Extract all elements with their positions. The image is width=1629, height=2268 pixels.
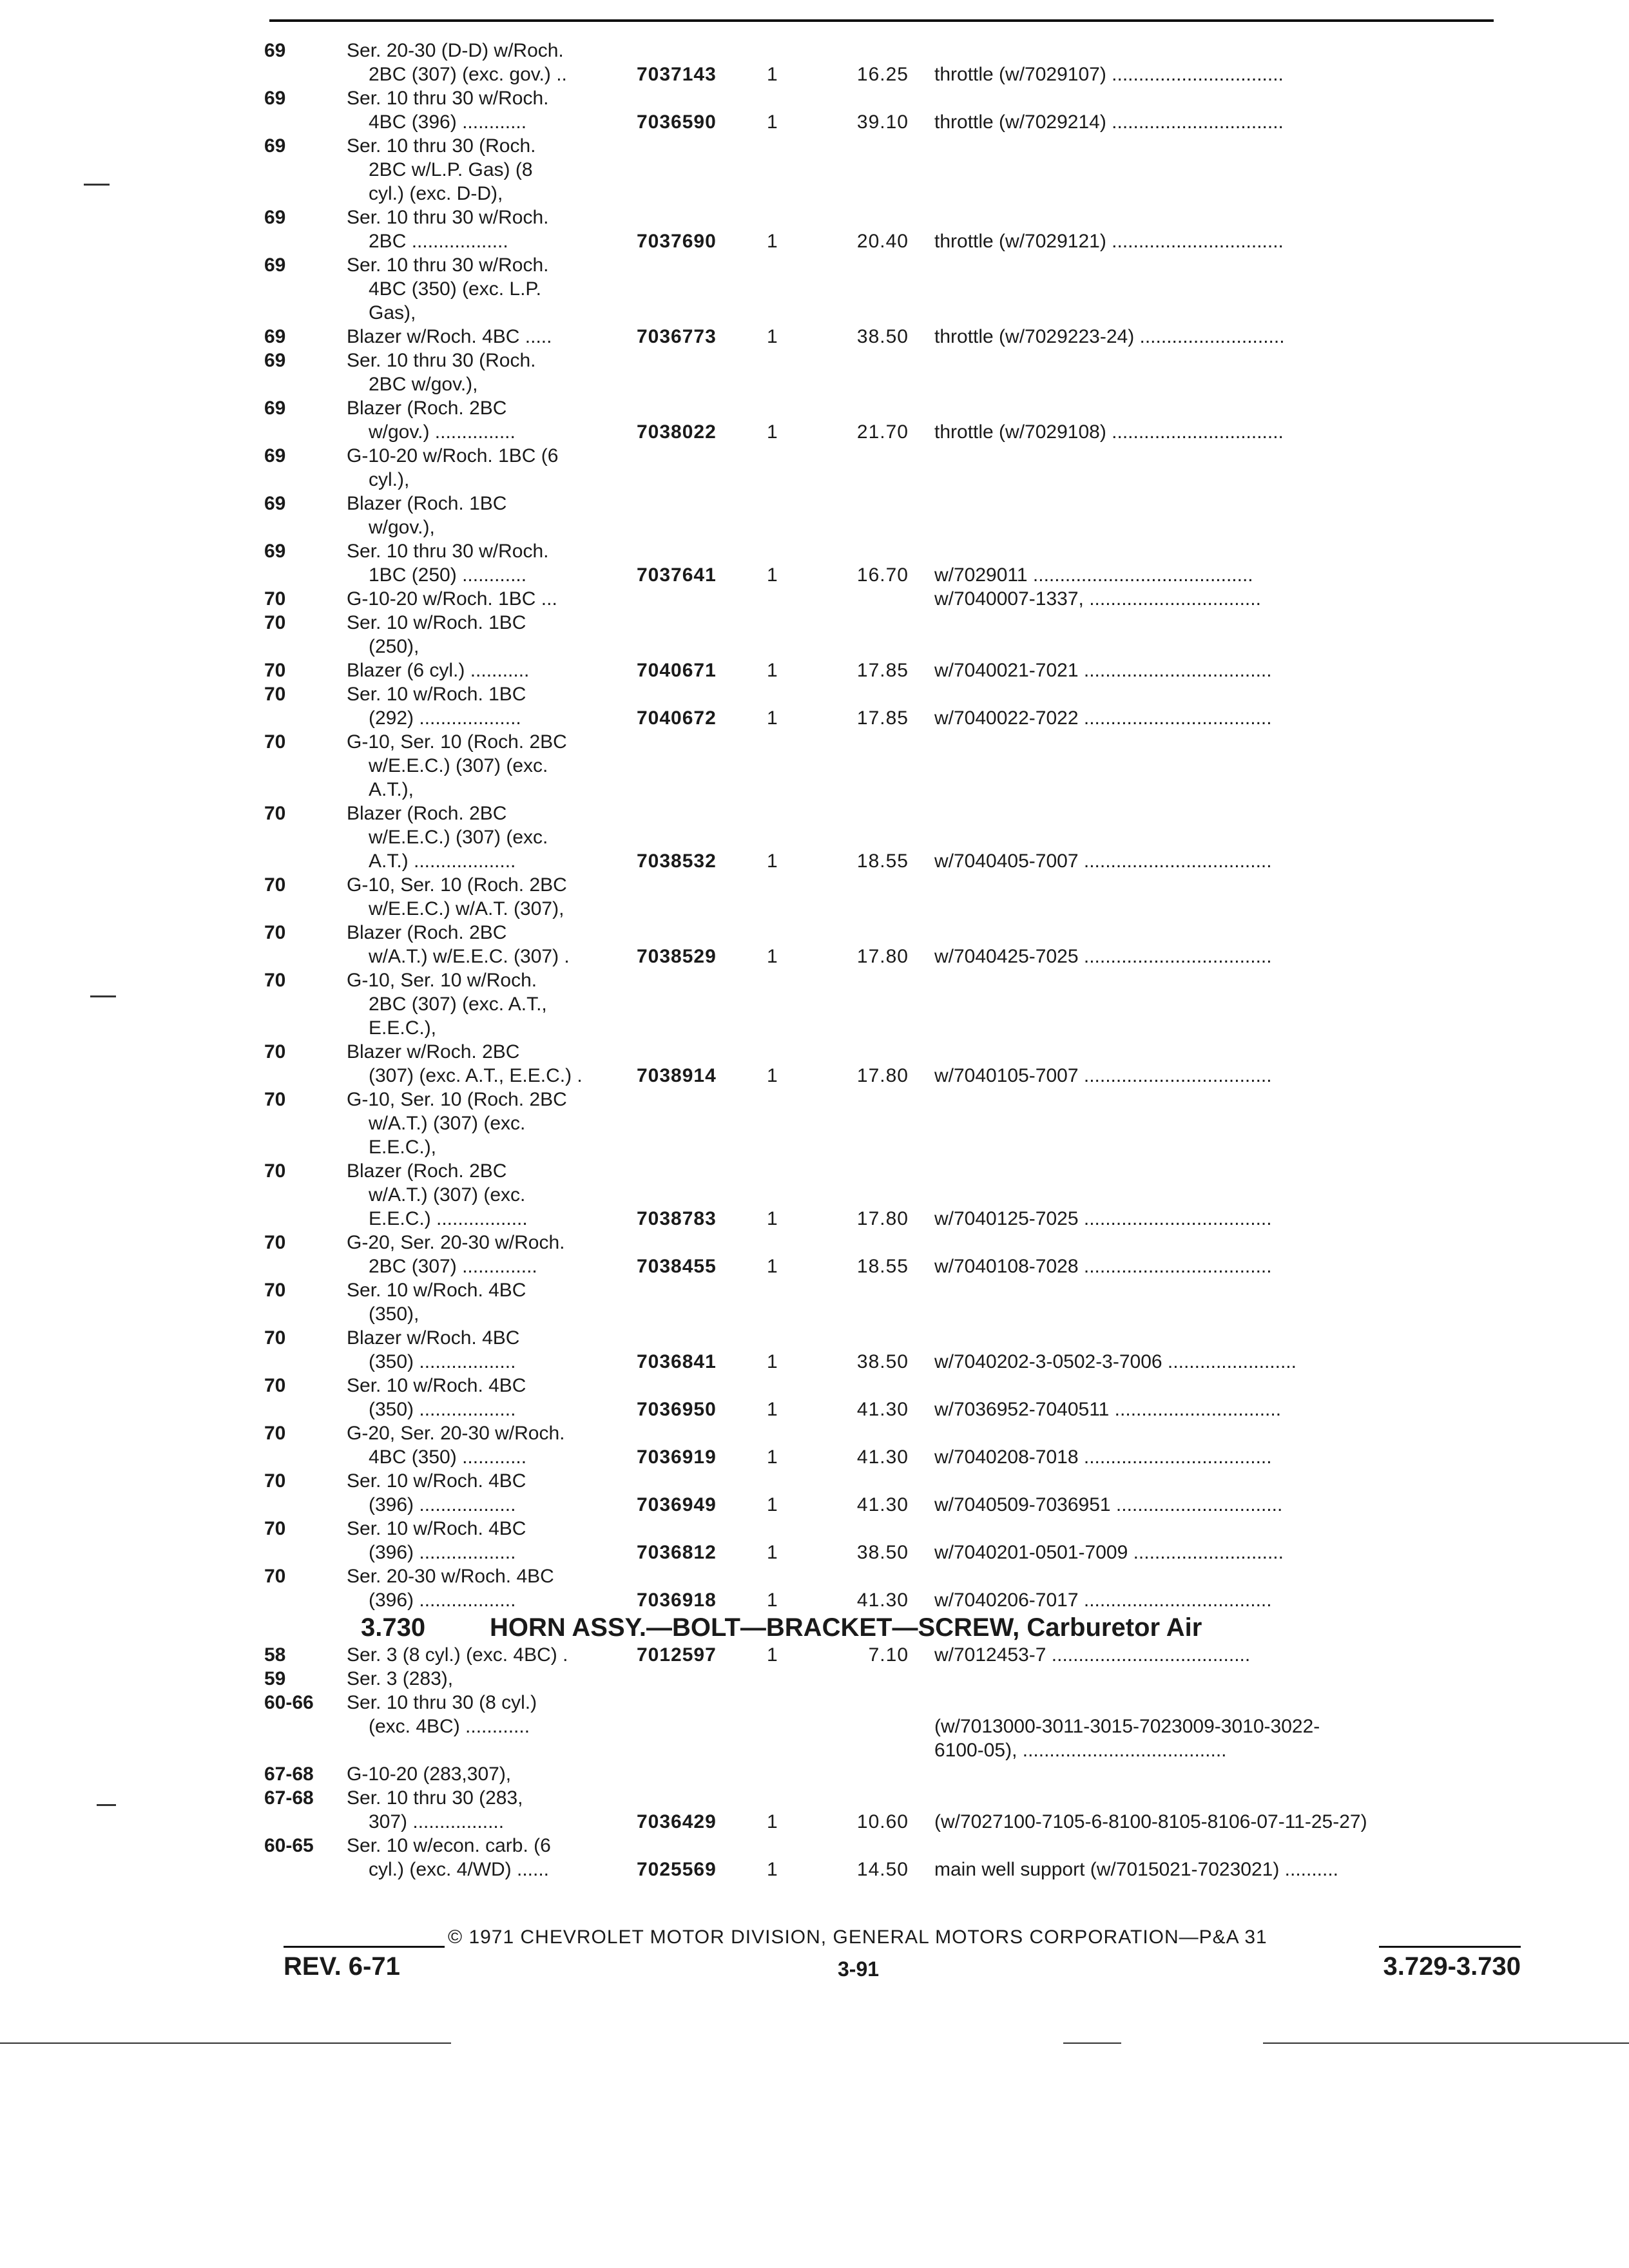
- part-number: 7037690: [637, 231, 717, 252]
- application-description: Ser. 10 thru 30 (283,: [347, 1787, 523, 1809]
- application-description: Ser. 10 w/Roch. 1BC: [347, 684, 526, 705]
- table-row: [264, 492, 1521, 515]
- application-description: (350),: [369, 1303, 419, 1325]
- part-number: 7036841: [637, 1351, 717, 1372]
- reference-note: throttle (w/7029214) ................................: [934, 111, 1284, 133]
- application-description: (250),: [369, 636, 419, 657]
- table-row: [264, 611, 1521, 635]
- application-description: Ser. 20-30 (D-D) w/Roch.: [347, 40, 564, 61]
- application-description: 307) .................: [369, 1811, 505, 1832]
- reference-note: w/7040021-7021 ...................................: [934, 660, 1272, 681]
- scan-edge-line: [0, 2042, 451, 2044]
- table-row: [264, 1738, 1521, 1762]
- model-year: 69: [264, 255, 286, 276]
- model-year: 69: [264, 350, 286, 371]
- application-description: Ser. 10 thru 30 (Roch.: [347, 350, 536, 371]
- model-year: 70: [264, 803, 286, 824]
- table-row: [264, 1398, 1521, 1421]
- application-description: Blazer (Roch. 2BC: [347, 803, 507, 824]
- application-description: Gas),: [369, 302, 416, 323]
- application-description: Blazer w/Roch. 4BC .....: [347, 326, 552, 347]
- model-year: 58: [264, 1644, 286, 1666]
- table-row: [264, 253, 1521, 277]
- application-description: 2BC (307) (exc. gov.) ..: [369, 64, 567, 85]
- reference-note: throttle (w/7029121) ................................: [934, 231, 1284, 252]
- footer-rule-left: [284, 1946, 445, 1948]
- model-year: 67-68: [264, 1787, 314, 1809]
- application-description: E.E.C.),: [369, 1137, 437, 1158]
- margin-tick: [90, 995, 116, 997]
- application-description: G-10-20 w/Roch. 1BC ...: [347, 588, 557, 610]
- table-row: [264, 1374, 1521, 1398]
- application-description: Ser. 20-30 w/Roch. 4BC: [347, 1566, 554, 1587]
- model-year: 69: [264, 40, 286, 61]
- part-number: 7036590: [637, 111, 717, 133]
- reference-note: w/7040208-7018 ...................................: [934, 1446, 1272, 1468]
- table-row: [264, 1762, 1521, 1786]
- reference-note: w/7040022-7022 ...................................: [934, 707, 1272, 729]
- table-row: [264, 658, 1521, 682]
- reference-note: w/7040125-7025 ...................................: [934, 1208, 1272, 1229]
- table-row: [264, 1541, 1521, 1564]
- application-description: Blazer w/Roch. 4BC: [347, 1327, 520, 1349]
- application-description: Blazer w/Roch. 2BC: [347, 1041, 520, 1062]
- table-row: [264, 1786, 1521, 1810]
- application-description: 2BC w/L.P. Gas) (8: [369, 159, 533, 180]
- model-year: 60-65: [264, 1835, 314, 1856]
- list-price: 21.70: [856, 421, 909, 443]
- model-year: 70: [264, 1232, 286, 1253]
- application-description: 4BC (396) ............: [369, 111, 527, 133]
- reference-note: w/7029011 .........................................: [934, 564, 1253, 586]
- application-description: Ser. 3 (283),: [347, 1668, 454, 1689]
- table-row: [264, 1858, 1521, 1881]
- model-year: 67-68: [264, 1763, 314, 1785]
- section-title: HORN ASSY.—BOLT—BRACKET—SCREW, Carburetor Air: [490, 1613, 1202, 1642]
- table-row: [264, 468, 1521, 492]
- reference-note: w/7040007-1337, ................................: [934, 588, 1261, 610]
- quantity: 1: [767, 421, 778, 443]
- table-row: [264, 349, 1521, 372]
- table-row: [264, 1278, 1521, 1302]
- table-row: [264, 158, 1521, 182]
- application-description: Ser. 10 thru 30 w/Roch.: [347, 541, 549, 562]
- model-year: 70: [264, 731, 286, 753]
- application-description: 2BC (307) (exc. A.T.,: [369, 994, 547, 1015]
- list-price: 17.80: [856, 1208, 909, 1229]
- table-row: [264, 1183, 1521, 1207]
- model-year: 60-66: [264, 1692, 314, 1713]
- table-row: [264, 1231, 1521, 1254]
- application-description: w/gov.),: [369, 517, 435, 538]
- quantity: 1: [767, 1859, 778, 1880]
- reference-note: w/7012453-7 .....................................: [934, 1644, 1251, 1666]
- reference-note: w/7036952-7040511 ...............................: [934, 1399, 1282, 1420]
- application-description: 2BC ..................: [369, 231, 508, 252]
- list-price: 41.30: [856, 1590, 909, 1611]
- copyright-line: © 1971 CHEVROLET MOTOR DIVISION, GENERAL MOTORS CORPORATION—P&A 31: [448, 1927, 1268, 1948]
- application-description: Blazer (6 cyl.) ...........: [347, 660, 530, 681]
- part-number: 7036949: [637, 1494, 717, 1515]
- model-year: 70: [264, 588, 286, 610]
- list-price: 38.50: [856, 1351, 909, 1372]
- application-description: G-10, Ser. 10 (Roch. 2BC: [347, 1089, 567, 1110]
- model-year: 59: [264, 1668, 286, 1689]
- table-row: [264, 1667, 1521, 1691]
- application-description: Blazer (Roch. 2BC: [347, 1160, 507, 1182]
- reference-note: (w/7013000-3011-3015-7023009-3010-3022-: [934, 1716, 1320, 1737]
- application-description: Ser. 10 thru 30 w/Roch.: [347, 255, 549, 276]
- application-description: Ser. 10 w/Roch. 4BC: [347, 1518, 526, 1539]
- table-row: [264, 1254, 1521, 1278]
- application-description: w/E.E.C.) (307) (exc.: [369, 755, 548, 776]
- quantity: 1: [767, 660, 778, 681]
- table-row: [264, 825, 1521, 849]
- part-number: 7037143: [637, 64, 717, 85]
- list-price: 41.30: [856, 1399, 909, 1420]
- model-year: 70: [264, 1280, 286, 1301]
- table-row: [264, 420, 1521, 444]
- quantity: 1: [767, 1208, 778, 1229]
- application-description: Blazer (Roch. 2BC: [347, 922, 507, 943]
- application-description: Ser. 10 w/Roch. 1BC: [347, 612, 526, 633]
- list-price: 10.60: [856, 1811, 909, 1832]
- table-row: [264, 62, 1521, 86]
- table-row: [264, 873, 1521, 897]
- application-description: 4BC (350) ............: [369, 1446, 527, 1468]
- reference-note: w/7040105-7007 ...................................: [934, 1065, 1272, 1086]
- list-price: 7.10: [868, 1644, 909, 1666]
- table-row: [264, 110, 1521, 134]
- part-number: 7040671: [637, 660, 717, 681]
- reference-note: w/7040425-7025 ...................................: [934, 946, 1272, 967]
- application-description: cyl.) (exc. D-D),: [369, 183, 503, 204]
- table-row: [264, 444, 1521, 468]
- list-price: 17.80: [856, 1065, 909, 1086]
- part-number: 7012597: [637, 1644, 717, 1666]
- application-description: 2BC w/gov.),: [369, 374, 478, 395]
- scan-edge-line: [1263, 2042, 1629, 2044]
- table-row: [264, 396, 1521, 420]
- part-number: 7036773: [637, 326, 717, 347]
- model-year: 69: [264, 445, 286, 466]
- application-description: (350) ..................: [369, 1351, 516, 1372]
- application-description: w/A.T.) (307) (exc.: [369, 1113, 526, 1134]
- parts-rows-carburetor: [264, 39, 1521, 1612]
- quantity: 1: [767, 1446, 778, 1468]
- part-number: 7036812: [637, 1542, 717, 1563]
- model-year: 70: [264, 1041, 286, 1062]
- table-row: [264, 754, 1521, 778]
- table-row: [264, 1564, 1521, 1588]
- application-description: G-10-20 (283,307),: [347, 1763, 512, 1785]
- model-year: 70: [264, 1423, 286, 1444]
- table-row: [264, 587, 1521, 611]
- application-description: 1BC (250) ............: [369, 564, 527, 586]
- table-row: [264, 730, 1521, 754]
- quantity: 1: [767, 1065, 778, 1086]
- table-row: [264, 1643, 1521, 1667]
- model-year: 70: [264, 1566, 286, 1587]
- quantity: 1: [767, 1644, 778, 1666]
- table-row: [264, 1159, 1521, 1183]
- table-row: [264, 1111, 1521, 1135]
- part-number: 7038529: [637, 946, 717, 967]
- model-year: 70: [264, 874, 286, 896]
- table-row: [264, 1302, 1521, 1326]
- list-price: 38.50: [856, 326, 909, 347]
- reference-note: (w/7027100-7105-6-8100-8105-8106-07-11-25-27): [934, 1811, 1367, 1832]
- part-number: 7038532: [637, 850, 717, 872]
- application-description: Ser. 10 w/Roch. 4BC: [347, 1375, 526, 1396]
- table-row: [264, 1691, 1521, 1715]
- quantity: 1: [767, 231, 778, 252]
- list-price: 18.55: [856, 1256, 909, 1277]
- model-year: 69: [264, 207, 286, 228]
- application-description: G-10-20 w/Roch. 1BC (6: [347, 445, 559, 466]
- table-row: [264, 229, 1521, 253]
- reference-note: w/7040206-7017 ...................................: [934, 1590, 1272, 1611]
- table-row: [264, 849, 1521, 873]
- table-row: [264, 1810, 1521, 1834]
- part-number: 7036429: [637, 1811, 717, 1832]
- application-description: (396) ..................: [369, 1494, 516, 1515]
- part-number: 7036950: [637, 1399, 717, 1420]
- application-description: Ser. 10 thru 30 w/Roch.: [347, 88, 549, 109]
- table-row: [264, 39, 1521, 62]
- application-description: 4BC (350) (exc. L.P.: [369, 278, 541, 300]
- application-description: (350) ..................: [369, 1399, 516, 1420]
- table-row: [264, 1350, 1521, 1374]
- reference-note: w/7040405-7007 ...................................: [934, 850, 1272, 872]
- table-row: [264, 372, 1521, 396]
- table-row: [264, 325, 1521, 349]
- table-row: [264, 1040, 1521, 1064]
- list-price: 17.80: [856, 946, 909, 967]
- model-year: 69: [264, 88, 286, 109]
- table-row: [264, 1207, 1521, 1231]
- model-year: 69: [264, 493, 286, 514]
- model-year: 70: [264, 1518, 286, 1539]
- list-price: 38.50: [856, 1542, 909, 1563]
- table-row: [264, 921, 1521, 945]
- application-description: Blazer (Roch. 2BC: [347, 398, 507, 419]
- application-description: Ser. 3 (8 cyl.) (exc. 4BC) .: [347, 1644, 568, 1666]
- quantity: 1: [767, 1542, 778, 1563]
- table-row: [264, 1588, 1521, 1612]
- part-number: 7036918: [637, 1590, 717, 1611]
- part-number: 7038914: [637, 1065, 717, 1086]
- part-number: 7025569: [637, 1859, 717, 1880]
- quantity: 1: [767, 946, 778, 967]
- quantity: 1: [767, 326, 778, 347]
- section-number: 3.730: [361, 1613, 426, 1642]
- application-description: (396) ..................: [369, 1590, 516, 1611]
- quantity: 1: [767, 707, 778, 729]
- table-row: [264, 1326, 1521, 1350]
- table-row: [264, 945, 1521, 968]
- table-row: [264, 897, 1521, 921]
- application-description: A.T.) ...................: [369, 850, 516, 872]
- reference-note: 6100-05), ......................................: [934, 1740, 1227, 1761]
- table-row: [264, 1517, 1521, 1541]
- application-description: G-20, Ser. 20-30 w/Roch.: [347, 1232, 565, 1253]
- application-description: (292) ...................: [369, 707, 521, 729]
- application-description: w/E.E.C.) w/A.T. (307),: [369, 898, 564, 919]
- parts-table: [264, 39, 1521, 1881]
- table-row: [264, 968, 1521, 992]
- application-description: Ser. 10 thru 30 (8 cyl.): [347, 1692, 537, 1713]
- scan-edge-line: [1063, 2042, 1121, 2044]
- part-number: 7038022: [637, 421, 717, 443]
- model-year: 69: [264, 398, 286, 419]
- model-year: 70: [264, 1089, 286, 1110]
- table-row: [264, 206, 1521, 229]
- list-price: 41.30: [856, 1446, 909, 1468]
- model-year: 70: [264, 684, 286, 705]
- application-description: A.T.),: [369, 779, 414, 800]
- footer-rule-right: [1379, 1946, 1521, 1948]
- quantity: 1: [767, 1399, 778, 1420]
- application-description: G-20, Ser. 20-30 w/Roch.: [347, 1423, 565, 1444]
- table-row: [264, 992, 1521, 1016]
- application-description: 2BC (307) ..............: [369, 1256, 537, 1277]
- table-row: [264, 1469, 1521, 1493]
- quantity: 1: [767, 1351, 778, 1372]
- list-price: 17.85: [856, 660, 909, 681]
- application-description: E.E.C.),: [369, 1017, 437, 1039]
- table-row: [264, 802, 1521, 825]
- application-description: Ser. 10 w/econ. carb. (6: [347, 1835, 551, 1856]
- quantity: 1: [767, 1590, 778, 1611]
- quantity: 1: [767, 1811, 778, 1832]
- reference-note: w/7040108-7028 ...................................: [934, 1256, 1272, 1277]
- application-description: Ser. 10 w/Roch. 4BC: [347, 1280, 526, 1301]
- list-price: 41.30: [856, 1494, 909, 1515]
- quantity: 1: [767, 1256, 778, 1277]
- application-description: Ser. 10 thru 30 (Roch.: [347, 135, 536, 157]
- list-price: 18.55: [856, 850, 909, 872]
- table-row: [264, 706, 1521, 730]
- model-year: 70: [264, 1160, 286, 1182]
- model-year: 70: [264, 1375, 286, 1396]
- list-price: 20.40: [856, 231, 909, 252]
- application-description: Ser. 10 thru 30 w/Roch.: [347, 207, 549, 228]
- application-description: Blazer (Roch. 1BC: [347, 493, 507, 514]
- table-row: [264, 1834, 1521, 1858]
- reference-note: throttle (w/7029108) ................................: [934, 421, 1284, 443]
- model-year: 70: [264, 1327, 286, 1349]
- application-description: w/A.T.) w/E.E.C. (307) .: [369, 946, 570, 967]
- application-description: cyl.),: [369, 469, 410, 490]
- model-year: 70: [264, 970, 286, 991]
- list-price: 17.85: [856, 707, 909, 729]
- application-description: (307) (exc. A.T., E.E.C.) .: [369, 1065, 583, 1086]
- table-row: [264, 1715, 1521, 1738]
- application-description: (396) ..................: [369, 1542, 516, 1563]
- margin-tick: [97, 1804, 116, 1806]
- table-row: [264, 778, 1521, 802]
- list-price: 39.10: [856, 111, 909, 133]
- table-row: [264, 515, 1521, 539]
- table-row: [264, 1493, 1521, 1517]
- reference-note: throttle (w/7029107) ................................: [934, 64, 1284, 85]
- part-number: 7040672: [637, 707, 717, 729]
- table-row: [264, 539, 1521, 563]
- part-number: 7037641: [637, 564, 717, 586]
- quantity: 1: [767, 850, 778, 872]
- part-number: 7038783: [637, 1208, 717, 1229]
- reference-note: w/7040509-7036951 ...............................: [934, 1494, 1283, 1515]
- part-number: 7036919: [637, 1446, 717, 1468]
- section-range: 3.729-3.730: [1383, 1952, 1521, 1981]
- reference-note: w/7040202-3-0502-3-7006 ........................: [934, 1351, 1296, 1372]
- table-row: [264, 563, 1521, 587]
- application-description: (exc. 4BC) ............: [369, 1716, 530, 1737]
- table-row: [264, 134, 1521, 158]
- page-footer: [284, 1927, 1521, 1997]
- list-price: 14.50: [856, 1859, 909, 1880]
- parts-rows-horn-assy: [264, 1643, 1521, 1881]
- table-row: [264, 301, 1521, 325]
- table-row: [264, 1088, 1521, 1111]
- model-year: 69: [264, 541, 286, 562]
- table-row: [264, 1445, 1521, 1469]
- table-row: [264, 682, 1521, 706]
- table-row: [264, 277, 1521, 301]
- application-description: w/E.E.C.) (307) (exc.: [369, 827, 548, 848]
- model-year: 70: [264, 922, 286, 943]
- reference-note: w/7040201-0501-7009 ............................: [934, 1542, 1284, 1563]
- table-row: [264, 1421, 1521, 1445]
- table-row: [264, 1135, 1521, 1159]
- application-description: w/gov.) ...............: [369, 421, 516, 443]
- reference-note: main well support (w/7015021-7023021) ..........: [934, 1859, 1339, 1880]
- table-row: [264, 1064, 1521, 1088]
- application-description: w/A.T.) (307) (exc.: [369, 1184, 526, 1206]
- table-row: [264, 1016, 1521, 1040]
- quantity: 1: [767, 1494, 778, 1515]
- list-price: 16.70: [856, 564, 909, 586]
- application-description: G-10, Ser. 10 (Roch. 2BC: [347, 731, 567, 753]
- application-description: Ser. 10 w/Roch. 4BC: [347, 1470, 526, 1492]
- application-description: E.E.C.) .................: [369, 1208, 528, 1229]
- model-year: 70: [264, 1470, 286, 1492]
- quantity: 1: [767, 564, 778, 586]
- quantity: 1: [767, 111, 778, 133]
- top-rule: [269, 19, 1494, 22]
- table-row: [264, 86, 1521, 110]
- revision-label: REV. 6-71: [284, 1952, 400, 1981]
- application-description: G-10, Ser. 10 (Roch. 2BC: [347, 874, 567, 896]
- section-heading: [264, 1612, 1521, 1643]
- margin-tick: [84, 184, 110, 186]
- reference-note: throttle (w/7029223-24) ...........................: [934, 326, 1285, 347]
- list-price: 16.25: [856, 64, 909, 85]
- model-year: 70: [264, 612, 286, 633]
- model-year: 69: [264, 326, 286, 347]
- application-description: cyl.) (exc. 4/WD) ......: [369, 1859, 550, 1880]
- table-row: [264, 182, 1521, 206]
- application-description: G-10, Ser. 10 w/Roch.: [347, 970, 537, 991]
- model-year: 69: [264, 135, 286, 157]
- page-number: 3-91: [838, 1957, 880, 1981]
- part-number: 7038455: [637, 1256, 717, 1277]
- quantity: 1: [767, 64, 778, 85]
- model-year: 70: [264, 660, 286, 681]
- table-row: [264, 635, 1521, 658]
